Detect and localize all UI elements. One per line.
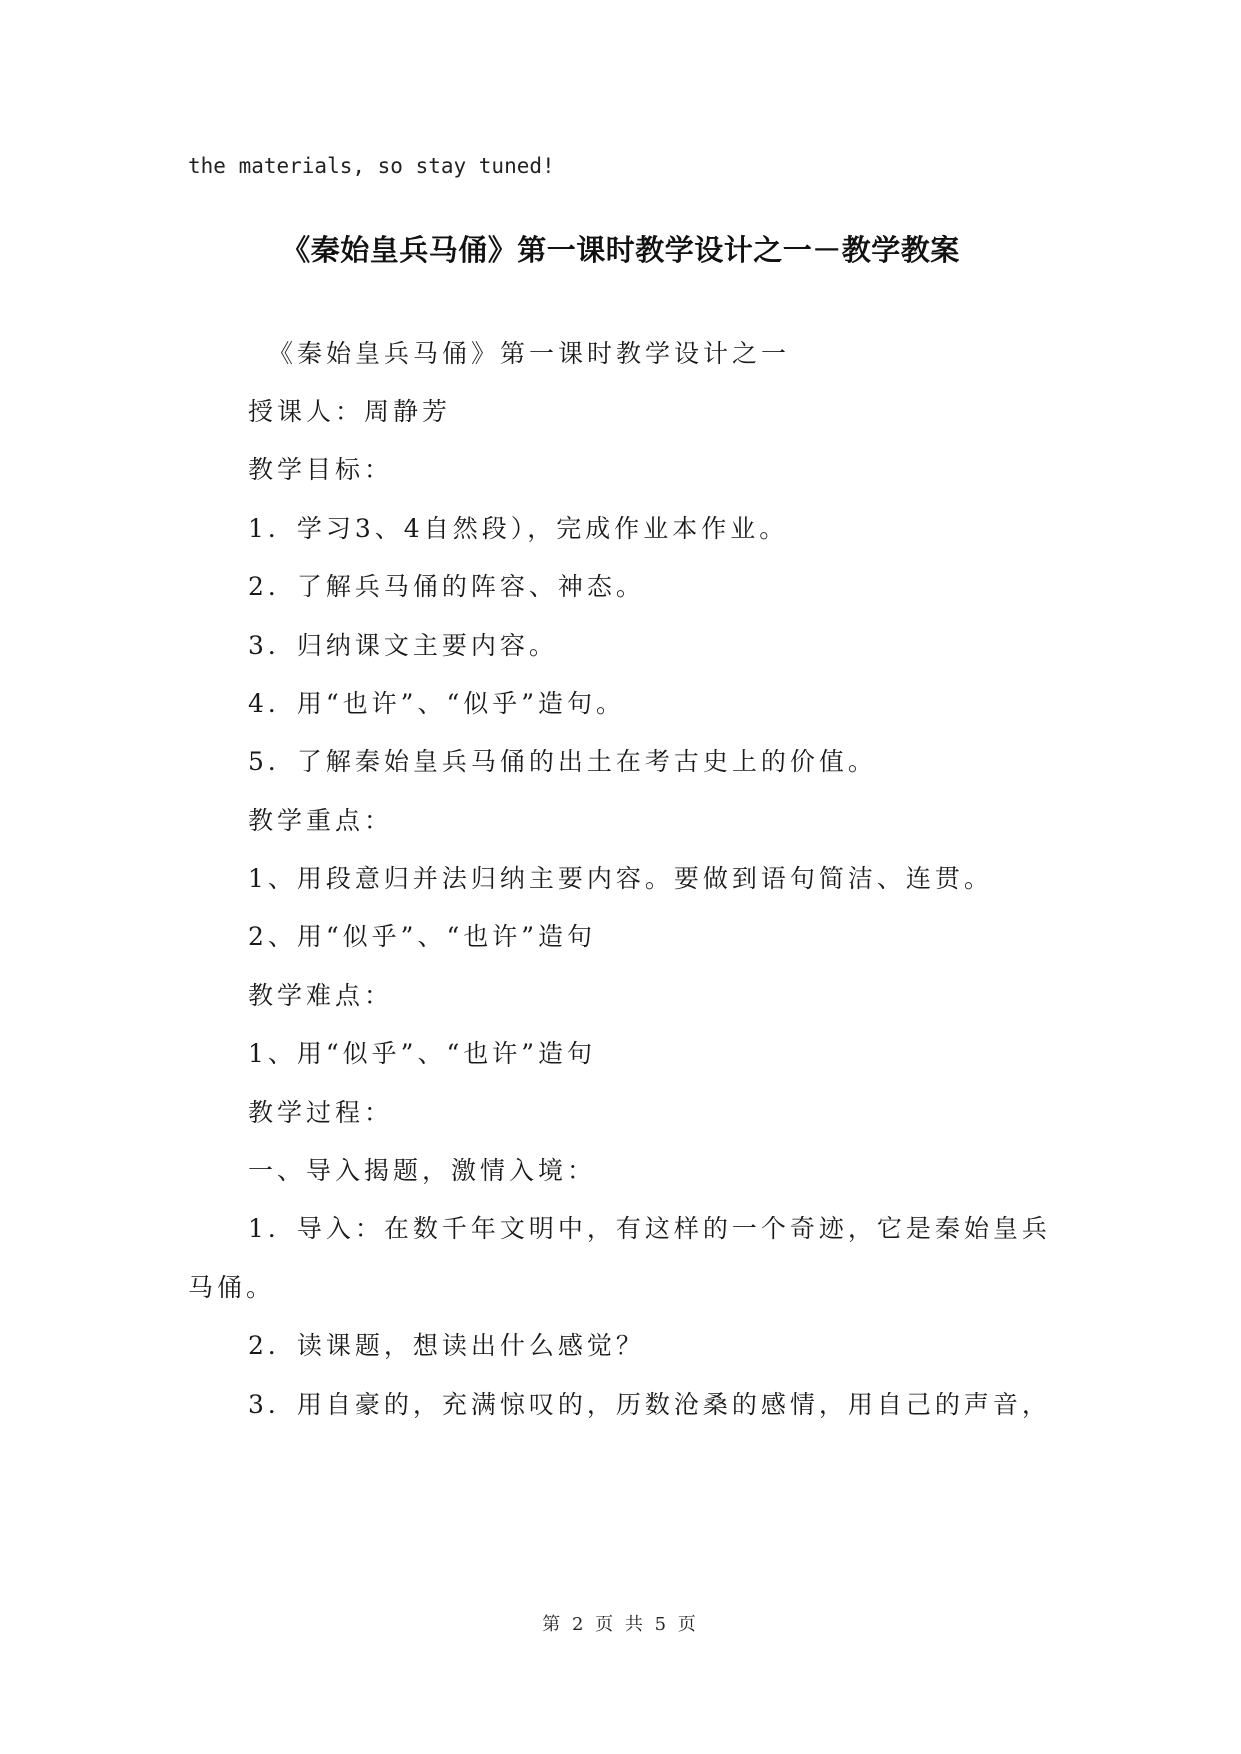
paragraph-goal-3: 3．归纳课文主要内容。 — [248, 631, 558, 660]
paragraph-section-1: 一、导入揭题，激情入境： — [248, 1156, 597, 1185]
paragraph-goal-2: 2．了解兵马俑的阵容、神态。 — [248, 572, 645, 601]
page-footer: 第 2 页 共 5 页 — [542, 1614, 699, 1635]
paragraph-key-points-heading: 教学重点： — [248, 806, 394, 835]
paragraph-step-1-cont: 马俑。 — [188, 1273, 276, 1302]
paragraph-difficulties-heading: 教学难点： — [248, 981, 394, 1010]
paragraph-goal-5: 5．了解秦始皇兵马俑的出土在考古史上的价值。 — [248, 747, 877, 776]
paragraph-goals-heading: 教学目标： — [248, 455, 394, 484]
paragraph-step-2: 2．读课题，想读出什么感觉？ — [248, 1331, 645, 1360]
paragraph-key-point-2: 2、用“似乎”、“也许”造句 — [248, 922, 597, 951]
paragraph-subtitle: 《秦始皇兵马俑》第一课时教学设计之一 — [268, 339, 791, 368]
document-title: 《秦始皇兵马俑》第一课时教学设计之一－教学教案 — [281, 233, 960, 267]
paragraph-key-point-1: 1、用段意归并法归纳主要内容。要做到语句简洁、连贯。 — [248, 864, 993, 893]
paragraph-process-heading: 教学过程： — [248, 1098, 394, 1127]
paragraph-goal-1: 1．学习3、4自然段），完成作业本作业。 — [248, 514, 789, 543]
paragraph-difficulty-1: 1、用“似乎”、“也许”造句 — [248, 1039, 597, 1068]
paragraph-step-3: 3．用自豪的，充满惊叹的，历数沧桑的感情，用自己的声音， — [248, 1390, 1051, 1419]
carry-over-text: the materials, so stay tuned! — [188, 154, 555, 178]
paragraph-teacher: 授课人：周静芳 — [248, 397, 452, 426]
paragraph-step-1: 1．导入：在数千年文明中，有这样的一个奇迹，它是秦始皇兵 — [248, 1214, 1051, 1243]
paragraph-goal-4: 4．用“也许”、“似乎”造句。 — [248, 689, 626, 718]
